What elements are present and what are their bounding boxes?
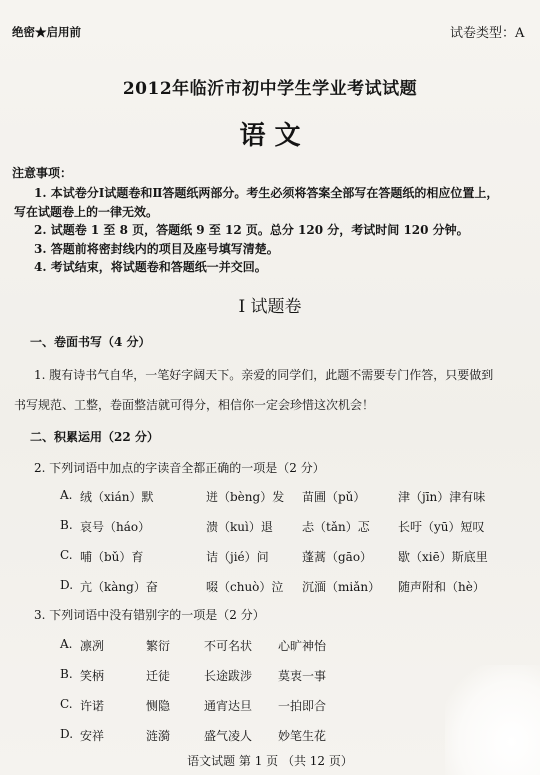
question-2-option-b — [0, 518, 540, 538]
option-word-2: 涟漪 — [146, 729, 171, 743]
option-word-2: 恻隐 — [146, 699, 171, 713]
option-word-2: 迁徒 — [146, 669, 171, 683]
question-1-line-1: 1. 腹有诗书气自华，一笔好字阔天下。亲爱的同学们，此题不需要专门作答，只要做到 — [34, 368, 494, 382]
option-word-3: 长途跋涉 — [204, 669, 253, 683]
option-word-1: 许诺 — [80, 699, 105, 713]
option-word-4: 心旷神怡 — [278, 639, 327, 653]
question-3-stem: 3. 下列词语中没有错别字的一项是（2 分） — [34, 608, 265, 622]
option-word-4: 一拍即合 — [278, 699, 327, 713]
option-word-4: 长吁（yū）短叹 — [398, 520, 485, 534]
option-word-3: 蓬蒿（gāo） — [302, 550, 373, 564]
question-3-option-a — [0, 637, 540, 657]
option-label: C. — [60, 548, 73, 562]
notice-item-1-line-2: 写在试题卷上的一律无效。 — [14, 205, 159, 219]
option-word-4: 歇（xiē）斯底里 — [398, 550, 488, 564]
confidential-label: 绝密★启用前 — [12, 25, 81, 39]
option-label: B. — [60, 518, 73, 532]
option-label: C. — [60, 697, 73, 711]
option-word-4: 莫衷一事 — [278, 669, 327, 683]
section-1-heading: 一、卷面书写（4 分） — [30, 335, 151, 349]
option-word-2: 繁衍 — [146, 639, 171, 653]
notice-heading: 注意事项： — [12, 166, 73, 180]
option-word-3: 不可名状 — [204, 639, 253, 653]
option-word-3: 沉湎（miǎn） — [302, 580, 381, 594]
paper-type-label: 试卷类型：A — [450, 26, 525, 41]
question-2-option-c — [0, 548, 540, 568]
section-2-heading: 二、积累运用（22 分） — [30, 430, 159, 444]
option-label: D. — [60, 578, 74, 592]
option-word-1: 安祥 — [80, 729, 105, 743]
question-2-stem: 2. 下列词语中加点的字读音全都正确的一项是（2 分） — [34, 461, 325, 475]
notice-item-2: 2. 试题卷 1 至 8 页，答题纸 9 至 12 页。总分 120 分，考试时间 120 分钟。 — [34, 223, 469, 237]
option-word-3: 苗圃（pǔ） — [302, 490, 366, 504]
option-label: D. — [60, 727, 74, 741]
option-label: A. — [60, 488, 73, 502]
question-2-option-a — [0, 488, 540, 508]
option-word-2: 诘（jié）问 — [206, 550, 269, 564]
page-footer: 语文试题 第 1 页 （共 12 页） — [187, 754, 353, 768]
notice-item-4: 4. 考试结束，将试题卷和答题纸一并交回。 — [34, 260, 267, 274]
option-word-4: 津（jīn）津有味 — [398, 490, 486, 504]
question-2-option-d — [0, 578, 540, 598]
option-word-1: 凛冽 — [80, 639, 105, 653]
exam-title: 2012年临沂市初中学生学业考试试题 — [122, 79, 418, 99]
scan-smudge — [445, 665, 540, 775]
subject-title: 语 文 — [239, 121, 301, 151]
notice-item-1-line-1: 1. 本试卷分Ⅰ试题卷和Ⅱ答题纸两部分。考生必须将答案全部写在答题纸的相应位置上， — [34, 186, 499, 200]
option-word-1: 哀号（háo） — [80, 520, 151, 534]
option-word-4: 妙笔生花 — [278, 729, 327, 743]
option-label: B. — [60, 667, 73, 681]
option-word-3: 忐（tǎn）忑 — [302, 520, 370, 534]
option-label: A. — [60, 637, 73, 651]
option-word-3: 通宵达旦 — [204, 699, 253, 713]
option-word-2: 溃（kuì）退 — [206, 520, 273, 534]
option-word-1: 亢（kàng）奋 — [80, 580, 158, 594]
option-word-4: 随声附和（hè） — [398, 580, 485, 594]
option-word-1: 哺（bǔ）育 — [80, 550, 144, 564]
option-word-1: 绒（xián）默 — [80, 490, 154, 504]
option-word-2: 迸（bèng）发 — [206, 490, 285, 504]
notice-item-3: 3. 答题前将密封线内的项目及座号填写清楚。 — [34, 242, 279, 256]
question-1-line-2: 书写规范、工整，卷面整洁就可得分，相信你一定会珍惜这次机会！ — [14, 398, 375, 412]
part-title: Ⅰ 试题卷 — [238, 297, 302, 317]
option-word-3: 盛气凌人 — [204, 729, 253, 743]
option-word-1: 笑柄 — [80, 669, 105, 683]
option-word-2: 啜（chuò）泣 — [206, 580, 284, 594]
